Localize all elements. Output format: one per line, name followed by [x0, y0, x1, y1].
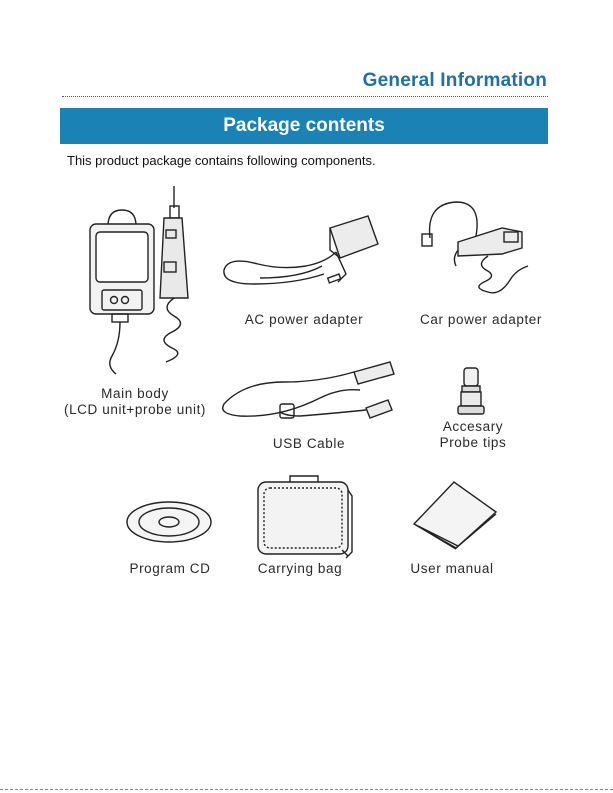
- header-divider: [62, 96, 548, 97]
- caption-main-body-line2: (LCD unit+probe unit): [63, 402, 207, 417]
- page-bottom-border: [0, 789, 613, 790]
- caption-program-cd: Program CD: [129, 561, 211, 576]
- caption-main-body: [60, 386, 210, 418]
- caption-probe-tips: [418, 419, 528, 451]
- caption-probe-tips-line1: Accesary: [442, 419, 504, 434]
- main-body-illustration: [78, 178, 210, 378]
- caption-carrying-bag: Carrying bag: [257, 561, 343, 576]
- section-title: General Information: [362, 70, 547, 91]
- caption-main-body-line1: Main body: [101, 386, 169, 401]
- package-contents-banner: [60, 108, 548, 144]
- carrying-bag-illustration: [252, 470, 356, 560]
- caption-ac-adapter: AC power adapter: [244, 312, 364, 327]
- caption-car-adapter: Car power adapter: [419, 312, 542, 327]
- ac-adapter-illustration: [218, 208, 383, 300]
- caption-user-manual: User manual: [410, 561, 494, 576]
- intro-text: This product package contains following components.: [67, 153, 376, 168]
- car-adapter-illustration: [418, 196, 546, 300]
- usb-cable-illustration: [216, 352, 396, 432]
- banner-title: Package contents: [223, 115, 385, 136]
- program-cd-illustration: [124, 498, 214, 546]
- caption-probe-tips-line2: Probe tips: [439, 435, 507, 450]
- caption-usb-cable: USB Cable: [272, 436, 346, 451]
- probe-tips-illustration: [454, 366, 488, 418]
- user-manual-illustration: [410, 478, 500, 550]
